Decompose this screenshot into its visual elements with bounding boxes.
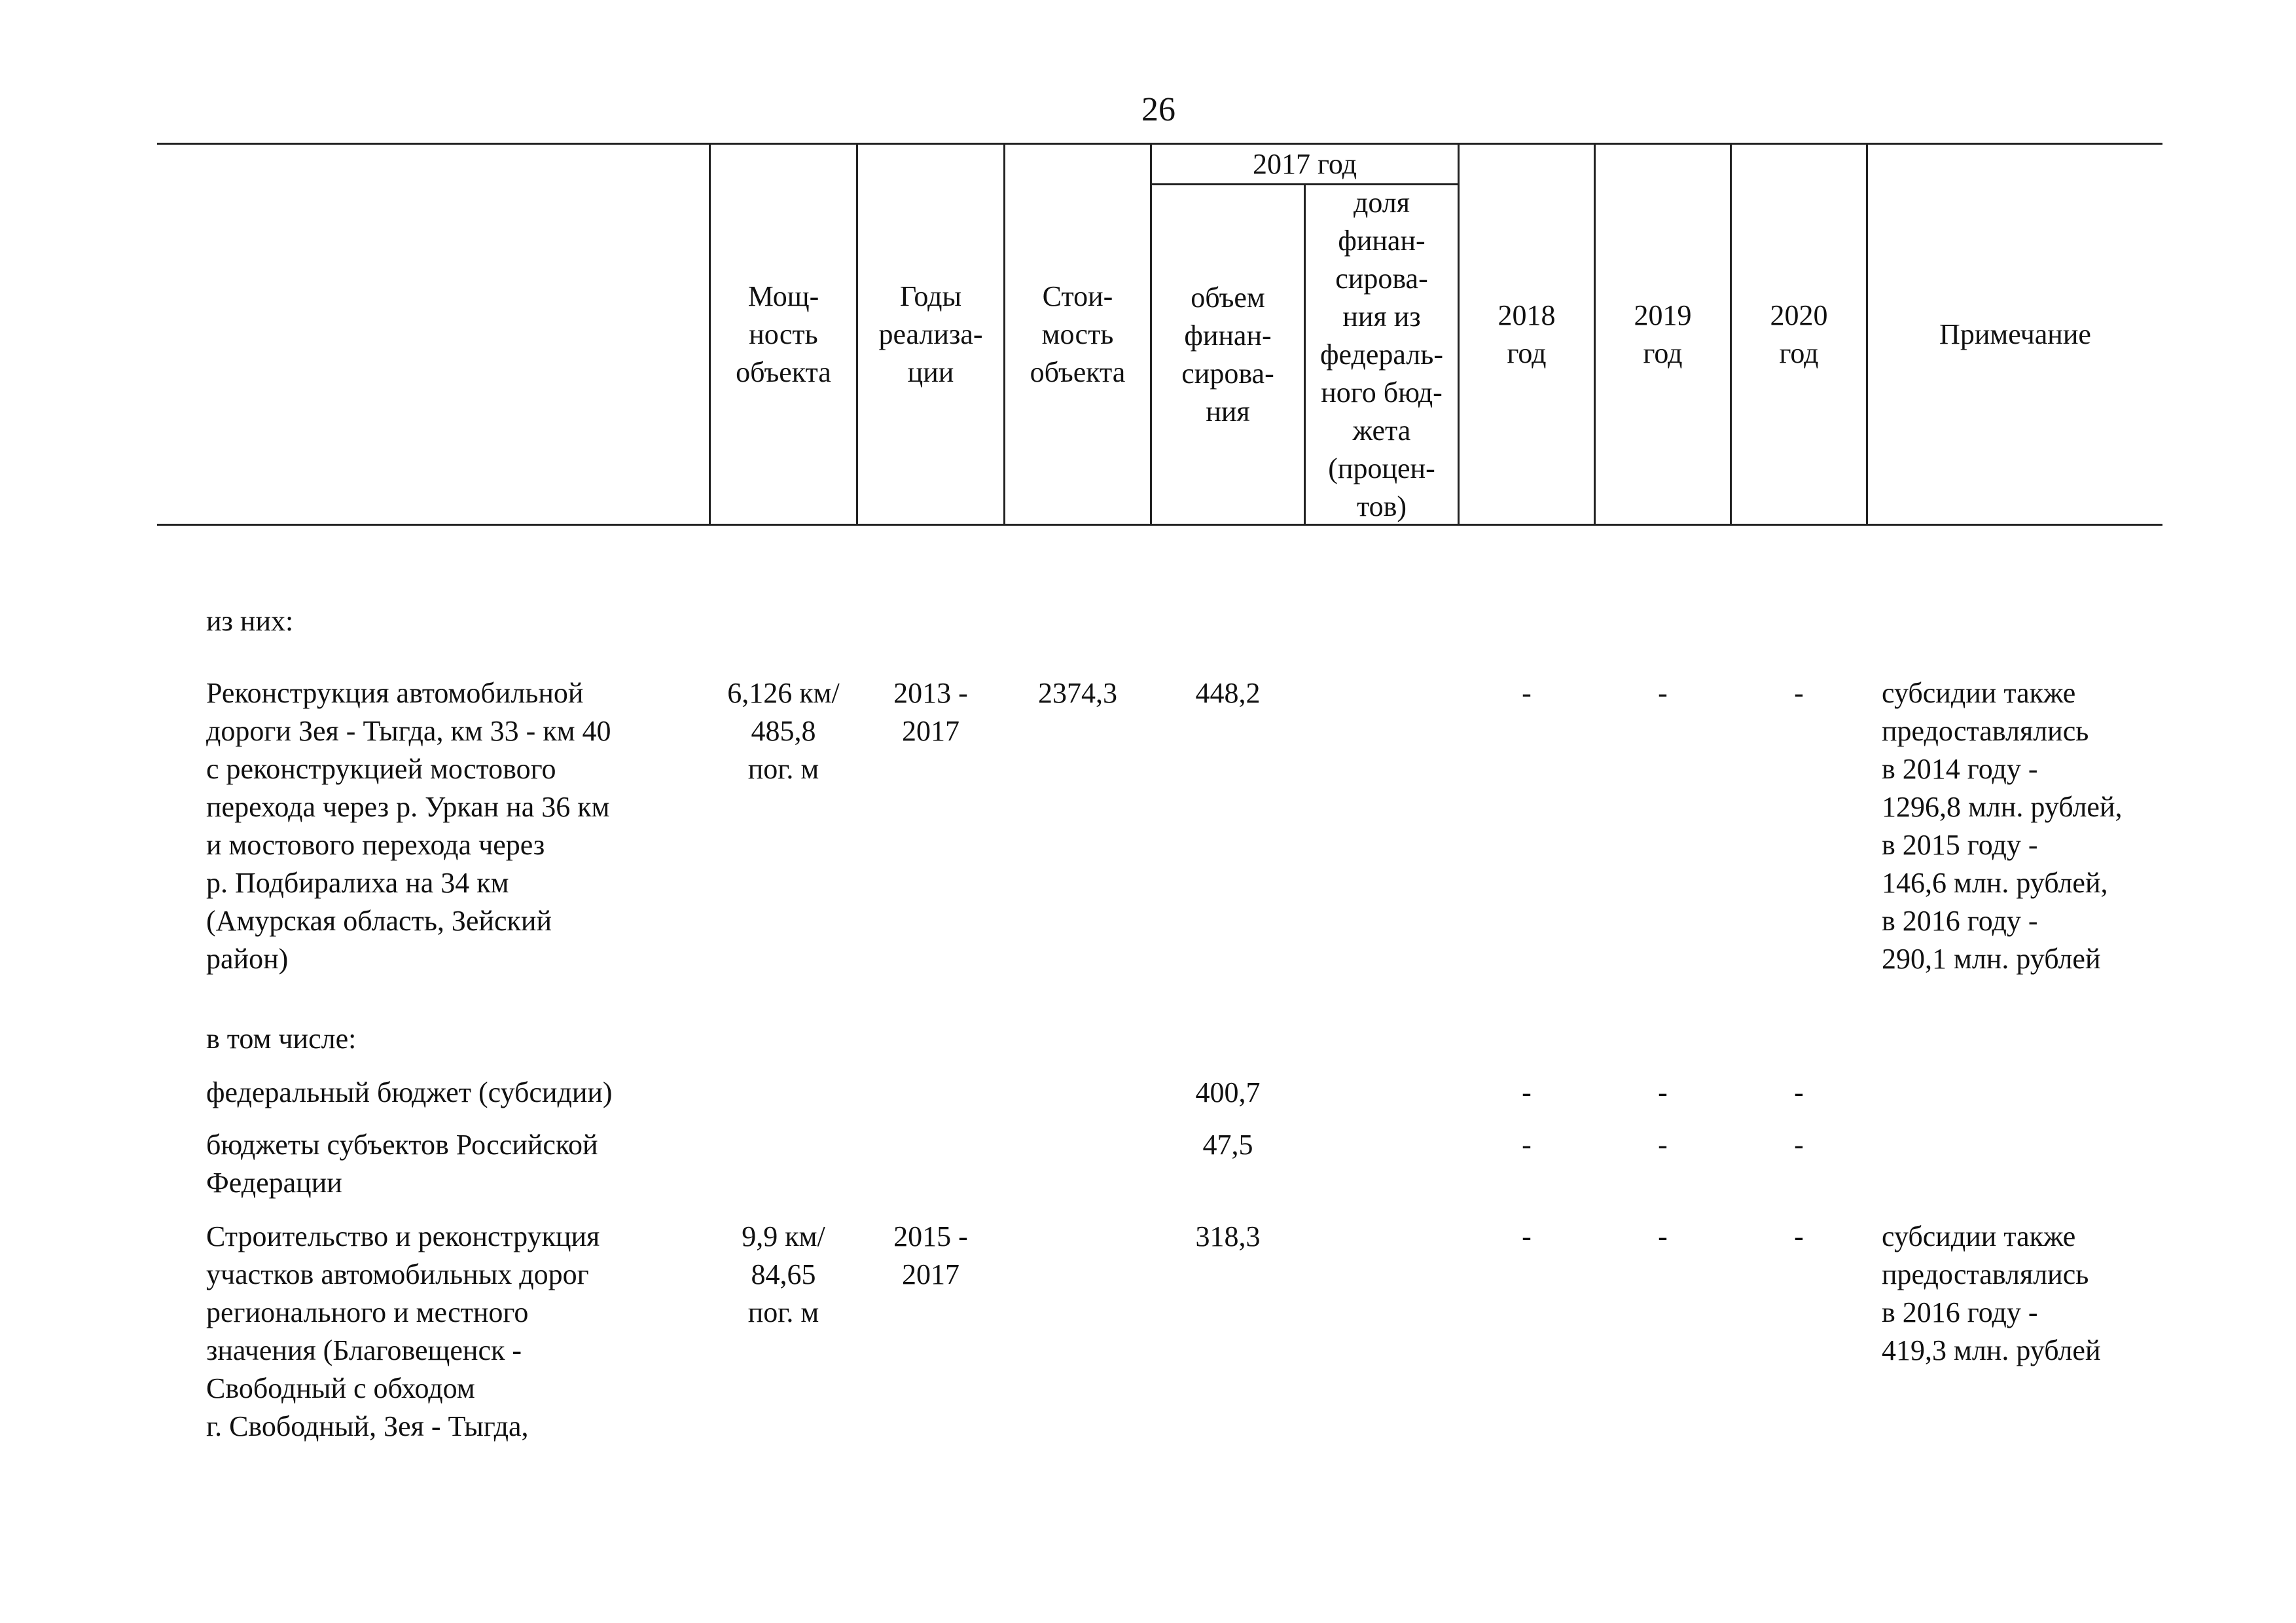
table-row-years: 2015 - 2017 [893, 1220, 968, 1290]
table-row-2019: - [1658, 1220, 1668, 1252]
table-row-name: Строительство и реконструкция участков автомобильных дорог регионального и местного значения (Благовещенск - Свободный с обходом г. Свободный, Зея - Тыгда, [206, 1220, 600, 1442]
header-2020: 2020 год [1770, 299, 1828, 369]
table-row-years: 2013 - 2017 [893, 677, 968, 747]
including-label: в том числе: [206, 1023, 357, 1055]
table-row-cost: 2374,3 [1038, 677, 1117, 709]
table-row-note: субсидии также предоставлялись в 2014 году - 1296,8 млн. рублей, в 2015 году - 146,6 млн. рублей, в 2016 году - 290,1 млн. рублей [1882, 677, 2123, 975]
header-federal-share: доля финан- сирова- ния из федераль- ного бюд- жета (процен- тов) [1320, 186, 1443, 522]
header-note: Примечание [1939, 318, 2091, 350]
header-volume: объем финан- сирова- ния [1181, 281, 1274, 428]
table-header-bottom-rule [157, 524, 2162, 526]
table-row-volume: 448,2 [1195, 677, 1261, 709]
table-row-2018: - [1522, 1129, 1532, 1161]
table-row-2018: - [1522, 1076, 1532, 1108]
table-row-volume: 400,7 [1195, 1076, 1261, 1108]
table-row-2020: - [1794, 677, 1804, 709]
header-years: Годы реализа- ции [878, 280, 983, 388]
header-2018: 2018 год [1498, 299, 1556, 369]
table-row-2020: - [1794, 1220, 1804, 1252]
header-capacity: Мощ- ность объекта [736, 280, 831, 388]
header-2019: 2019 год [1634, 299, 1692, 369]
table-row-2019: - [1658, 1129, 1668, 1161]
table-row-volume: 47,5 [1202, 1129, 1253, 1161]
header-cost: Стои- мость объекта [1030, 280, 1126, 388]
table-row-note: субсидии также предоставлялись в 2016 году - 419,3 млн. рублей [1882, 1220, 2101, 1366]
table-row-2020: - [1794, 1076, 1804, 1108]
table-row-volume: 318,3 [1195, 1220, 1261, 1252]
table-row-name: Реконструкция автомобильной дороги Зея - Тыгда, км 33 - км 40 с реконструкцией мостового перехода через р. Уркан на 36 км и мостового перехода через р. Подбиралиха на 34 км (Амурская область, Зейский район) [206, 677, 611, 975]
table-row-2019: - [1658, 1076, 1668, 1108]
table-row-capacity: 6,126 км/ 485,8 пог. м [727, 677, 840, 785]
header-year-2017: 2017 год [1252, 147, 1357, 180]
table-row-2020: - [1794, 1129, 1804, 1161]
table-row-name: федеральный бюджет (субсидии) [206, 1076, 613, 1108]
table-row-capacity: 9,9 км/ 84,65 пог. м [742, 1220, 825, 1328]
of-them-label: из них: [206, 605, 294, 637]
table-row-name: бюджеты субъектов Российской Федерации [206, 1129, 598, 1199]
table-row-2019: - [1658, 677, 1668, 709]
page-number: 26 [1141, 91, 1175, 128]
table-row-2018: - [1522, 1220, 1532, 1252]
table-row-2018: - [1522, 677, 1532, 709]
